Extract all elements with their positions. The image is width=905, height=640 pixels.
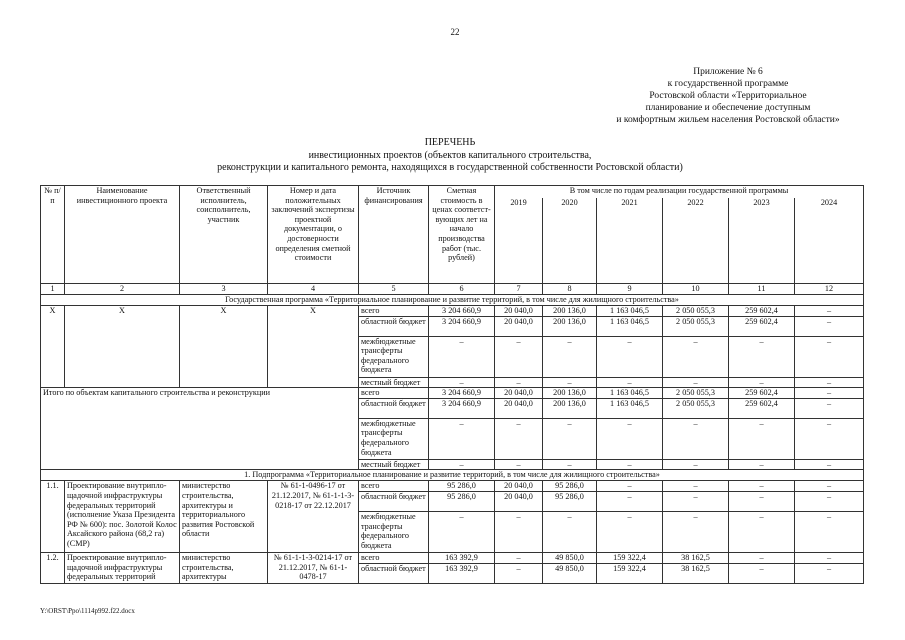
- funding-source: местный бюджет: [359, 377, 429, 388]
- amount-cell: 159 322,4: [597, 563, 663, 583]
- col-number: 11: [729, 284, 795, 295]
- amount-cell: –: [729, 418, 795, 459]
- amount-cell: –: [795, 377, 864, 388]
- amount-cell: –: [795, 316, 864, 336]
- amount-cell: 2 050 055,3: [663, 316, 729, 336]
- amount-cell: 200 136,0: [543, 398, 597, 418]
- project-expertise: № 61-1-1-3-0214-17 от 21.12.2017, № 61-1-0478-17: [268, 552, 359, 583]
- amount-cell: –: [663, 511, 729, 552]
- amount-cell: –: [495, 511, 543, 552]
- amount-cell: 38 162,5: [663, 563, 729, 583]
- header-name: Наименование инвестиционного проекта: [65, 186, 180, 284]
- col-number: 7: [495, 284, 543, 295]
- amount-cell: 95 286,0: [543, 491, 597, 511]
- header-year: 2020: [543, 198, 597, 284]
- amount-cell: –: [729, 377, 795, 388]
- amount-cell: 1 163 046,5: [597, 398, 663, 418]
- amount-cell: 95 286,0: [543, 481, 597, 492]
- amount-cell: 163 392,9: [429, 552, 495, 563]
- amount-cell: 1 163 046,5: [597, 306, 663, 317]
- amount-cell: –: [543, 418, 597, 459]
- amount-cell: –: [663, 418, 729, 459]
- project-1-1: [41, 481, 864, 553]
- amount-cell: –: [795, 459, 864, 470]
- subprogram-title: 1. Подпрограмма «Территориальное планирование и развитие территорий, в том числе для жилищного строительства»: [41, 470, 864, 481]
- col-number: 5: [359, 284, 429, 295]
- amount-cell: –: [495, 552, 543, 563]
- amount-cell: 20 040,0: [495, 306, 543, 317]
- amount-cell: 1 163 046,5: [597, 316, 663, 336]
- amount-cell: –: [597, 377, 663, 388]
- amount-cell: –: [543, 459, 597, 470]
- header-cost: Сметная стоимость в ценах соответст-вующих лет на начало производства работ (тыс. рублей): [429, 186, 495, 284]
- cell-x: Х: [180, 306, 268, 388]
- appendix-header: [600, 66, 856, 126]
- project-number: 1.1.: [41, 481, 65, 553]
- amount-cell: –: [543, 336, 597, 377]
- funding-source: межбюджетные трансферты федерального бюджета: [359, 336, 429, 377]
- amount-cell: –: [729, 481, 795, 492]
- project-name: Проектирование внутрипло-щадочной инфраструктуры федеральных территорий: [65, 552, 180, 583]
- column-number-row: [41, 284, 864, 295]
- amount-cell: 20 040,0: [495, 491, 543, 511]
- amount-cell: –: [429, 336, 495, 377]
- title-line: ПЕРЕЧЕНЬ: [424, 137, 476, 148]
- appendix-line: Ростовской области «Территориальное: [649, 91, 807, 101]
- amount-cell: –: [795, 511, 864, 552]
- appendix-line: планирование и обеспечение доступным: [645, 103, 811, 113]
- amount-cell: 20 040,0: [495, 481, 543, 492]
- amount-cell: –: [429, 377, 495, 388]
- investment-projects-table: [40, 185, 864, 584]
- col-number: 3: [180, 284, 268, 295]
- funding-source: областной бюджет: [359, 563, 429, 583]
- amount-cell: –: [663, 481, 729, 492]
- amount-cell: –: [495, 418, 543, 459]
- row-label: Итого по объектам капитального строительства и реконструкции: [41, 388, 359, 470]
- funding-source: всего: [359, 388, 429, 399]
- amount-cell: –: [495, 336, 543, 377]
- header-year: 2024: [795, 198, 864, 284]
- amount-cell: –: [597, 418, 663, 459]
- cell-x: Х: [65, 306, 180, 388]
- funding-source: областной бюджет: [359, 398, 429, 418]
- amount-cell: –: [795, 491, 864, 511]
- file-path-footer: Y:\ORST\Ppo\1114p992.f22.docx: [40, 607, 135, 615]
- funding-source: всего: [359, 306, 429, 317]
- funding-source: межбюджетные трансферты федерального бюджета: [359, 511, 429, 552]
- amount-cell: 95 286,0: [429, 491, 495, 511]
- appendix-line: Приложение № 6: [693, 67, 763, 77]
- amount-cell: –: [429, 459, 495, 470]
- amount-cell: –: [429, 511, 495, 552]
- source-row: [41, 481, 864, 492]
- project-executor: министерство строительства, архитектуры: [180, 552, 268, 583]
- amount-cell: –: [729, 336, 795, 377]
- amount-cell: –: [597, 481, 663, 492]
- amount-cell: –: [663, 459, 729, 470]
- source-row: [41, 552, 864, 563]
- amount-cell: 200 136,0: [543, 306, 597, 317]
- amount-cell: 49 850,0: [543, 563, 597, 583]
- cell-x: Х: [41, 306, 65, 388]
- amount-cell: 200 136,0: [543, 316, 597, 336]
- amount-cell: 259 602,4: [729, 316, 795, 336]
- project-name: Проектирование внутрипло-щадочной инфраструктуры федеральных территорий (исполнение Указа Президента РФ № 600): пос. Золотой Колос Аксайского района (68,2 га) (СМР): [65, 481, 180, 553]
- project-1-2: [41, 552, 864, 583]
- col-number: 10: [663, 284, 729, 295]
- amount-cell: 2 050 055,3: [663, 398, 729, 418]
- funding-source: местный бюджет: [359, 459, 429, 470]
- header-year: 2019: [495, 198, 543, 284]
- amount-cell: 163 392,9: [429, 563, 495, 583]
- amount-cell: –: [429, 418, 495, 459]
- col-number: 4: [268, 284, 359, 295]
- page-number: 22: [450, 27, 460, 37]
- amount-cell: –: [729, 491, 795, 511]
- amount-cell: 49 850,0: [543, 552, 597, 563]
- title-line: реконструкции и капитального ремонта, находящихся в государственной собственности Ростовской области): [217, 162, 683, 173]
- funding-source: областной бюджет: [359, 491, 429, 511]
- amount-cell: –: [597, 459, 663, 470]
- amount-cell: –: [729, 563, 795, 583]
- amount-cell: 259 602,4: [729, 306, 795, 317]
- amount-cell: 3 204 660,9: [429, 316, 495, 336]
- amount-cell: –: [795, 306, 864, 317]
- header-expertise: Номер и дата положительных заключений экспертизы проектной документации, о достоверности определения сметной стоимости: [268, 186, 359, 284]
- amount-cell: 200 136,0: [543, 388, 597, 399]
- amount-cell: 20 040,0: [495, 398, 543, 418]
- amount-cell: 259 602,4: [729, 398, 795, 418]
- amount-cell: –: [795, 388, 864, 399]
- col-number: 6: [429, 284, 495, 295]
- amount-cell: –: [795, 481, 864, 492]
- amount-cell: 3 204 660,9: [429, 398, 495, 418]
- funding-source: межбюджетные трансферты федерального бюджета: [359, 418, 429, 459]
- amount-cell: 159 322,4: [597, 552, 663, 563]
- project-expertise: № 61-1-0496-17 от 21.12.2017, № 61-1-1-3-0218-17 от 22.12.2017: [268, 481, 359, 553]
- header-years-group: В том числе по годам реализации государственной программы: [495, 186, 864, 198]
- amount-cell: 3 204 660,9: [429, 306, 495, 317]
- amount-cell: –: [495, 563, 543, 583]
- title-line: инвестиционных проектов (объектов капитального строительства,: [308, 149, 592, 161]
- header-executor: Ответственный исполнитель, соисполнитель, участник: [180, 186, 268, 284]
- amount-cell: –: [663, 377, 729, 388]
- amount-cell: 259 602,4: [729, 388, 795, 399]
- amount-cell: –: [495, 377, 543, 388]
- source-row: [41, 306, 864, 317]
- document-title: [100, 137, 800, 175]
- amount-cell: 3 204 660,9: [429, 388, 495, 399]
- col-number: 12: [795, 284, 864, 295]
- amount-cell: –: [795, 418, 864, 459]
- amount-cell: –: [729, 511, 795, 552]
- project-executor: министерство строительства, архитектуры и территориального развития Ростовской области: [180, 481, 268, 553]
- capital-construction-total-block: [41, 388, 864, 470]
- appendix-line: к государственной программе: [667, 79, 789, 89]
- appendix-line: и комфортным жильем населения Ростовской области»: [616, 115, 840, 125]
- program-total-block: [41, 306, 864, 388]
- project-number: 1.2.: [41, 552, 65, 583]
- source-row: [41, 388, 864, 399]
- amount-cell: –: [795, 336, 864, 377]
- col-number: 9: [597, 284, 663, 295]
- amount-cell: –: [795, 398, 864, 418]
- amount-cell: –: [597, 491, 663, 511]
- amount-cell: 2 050 055,3: [663, 306, 729, 317]
- amount-cell: –: [543, 511, 597, 552]
- amount-cell: –: [795, 563, 864, 583]
- amount-cell: 1 163 046,5: [597, 388, 663, 399]
- header-year: 2021: [597, 198, 663, 284]
- funding-source: всего: [359, 481, 429, 492]
- funding-source: всего: [359, 552, 429, 563]
- amount-cell: 20 040,0: [495, 316, 543, 336]
- cell-x: Х: [268, 306, 359, 388]
- amount-cell: –: [597, 336, 663, 377]
- col-number: 8: [543, 284, 597, 295]
- header-num: № п/п: [41, 186, 65, 284]
- amount-cell: 20 040,0: [495, 388, 543, 399]
- amount-cell: –: [663, 336, 729, 377]
- amount-cell: –: [795, 552, 864, 563]
- amount-cell: –: [543, 377, 597, 388]
- amount-cell: 95 286,0: [429, 481, 495, 492]
- header-year: 2023: [729, 198, 795, 284]
- amount-cell: 2 050 055,3: [663, 388, 729, 399]
- header-source: Источник финансирования: [359, 186, 429, 284]
- col-number: 1: [41, 284, 65, 295]
- header-year: 2022: [663, 198, 729, 284]
- amount-cell: –: [663, 491, 729, 511]
- program-title: Государственная программа «Территориальное планирование и развитие территорий, в том числе для жилищного строительства»: [41, 295, 864, 306]
- amount-cell: –: [729, 459, 795, 470]
- amount-cell: 38 162,5: [663, 552, 729, 563]
- amount-cell: –: [597, 511, 663, 552]
- funding-source: областной бюджет: [359, 316, 429, 336]
- col-number: 2: [65, 284, 180, 295]
- amount-cell: –: [495, 459, 543, 470]
- amount-cell: –: [729, 552, 795, 563]
